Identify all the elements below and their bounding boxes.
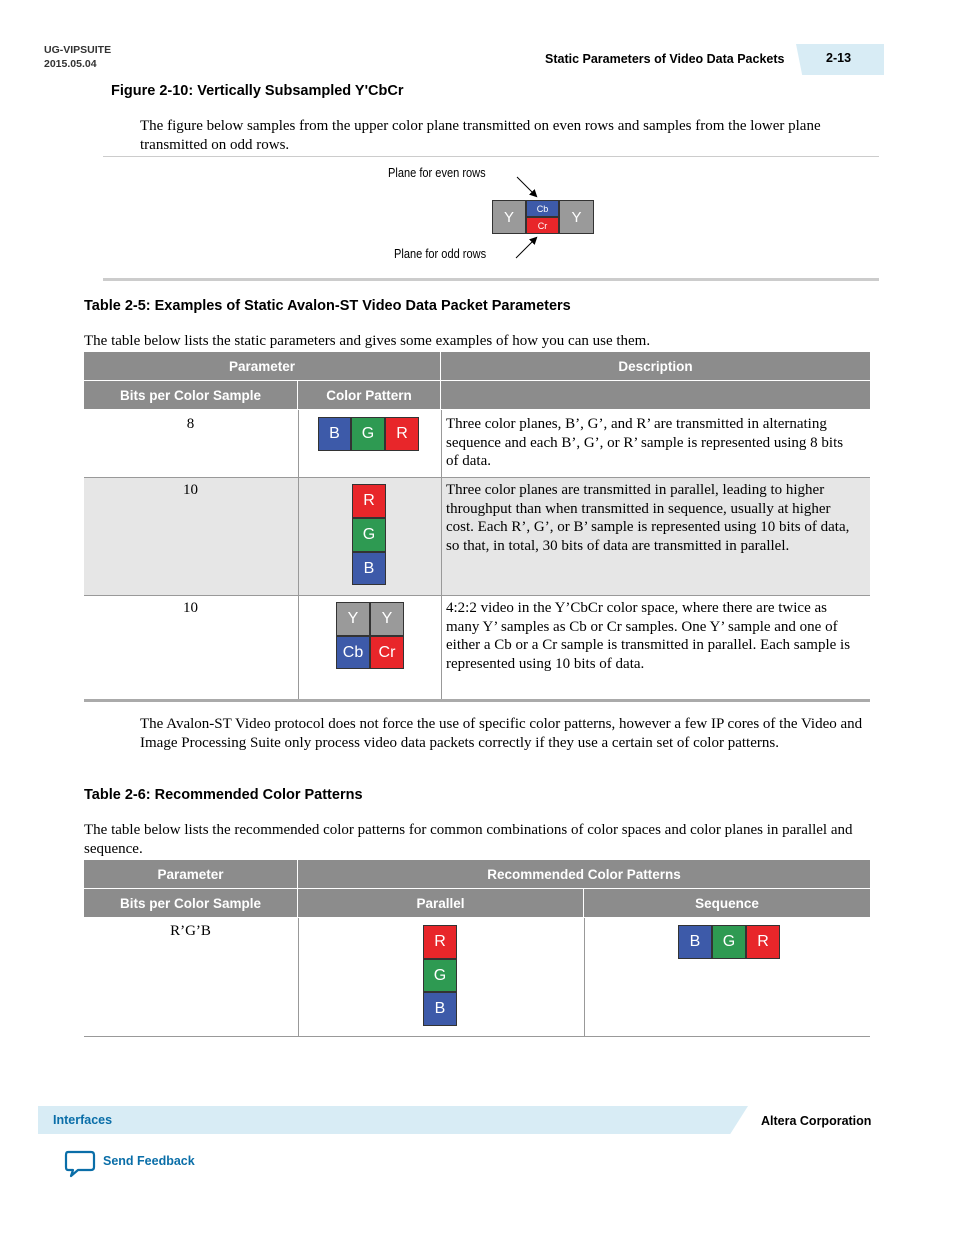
footer-company: Altera Corporation bbox=[761, 1114, 872, 1128]
t5-head-parameter: Parameter bbox=[84, 352, 440, 380]
feedback-button[interactable] bbox=[64, 1150, 100, 1178]
t6-parallel-g: G bbox=[423, 959, 457, 992]
send-feedback-link[interactable]: Send Feedback bbox=[103, 1154, 195, 1168]
doc-id: UG-VIPSUITE bbox=[44, 44, 112, 56]
footer-chapter-link[interactable]: Interfaces bbox=[53, 1113, 113, 1127]
t6-sequence-r: R bbox=[746, 925, 780, 959]
t5-row3-y1: Y bbox=[336, 602, 370, 636]
fig-cr: Cr bbox=[526, 217, 559, 234]
t6-head-sequence: Sequence bbox=[584, 889, 870, 917]
t5-bottom-rule bbox=[84, 699, 870, 702]
t5-row1-b: B bbox=[318, 417, 351, 451]
t6-parallel-r: R bbox=[423, 925, 457, 959]
fig-y-right: Y bbox=[559, 200, 594, 234]
figure-bottom-rule bbox=[103, 278, 879, 281]
mid-paragraph: The Avalon-ST Video protocol does not force the use of specific color patterns, however a few IP cores of the Video and Image Processing Suite only process video data packets correctly if they use a certain set of color patterns. bbox=[140, 716, 863, 751]
t5-row2-b: B bbox=[352, 552, 386, 585]
t5-row1-g: G bbox=[351, 417, 385, 451]
t5-row3-description: 4:2:2 video in the Y’CbCr color space, where there are twice as many Y’ samples as Cb or Cr samples. One Y’ sample and one of either a Cb or a Cr sample is transmitted in parallel. Each sample is represented using 10 bits of data. bbox=[446, 600, 851, 673]
t6-sequence-g: G bbox=[712, 925, 746, 959]
even-arrow bbox=[517, 177, 536, 196]
label-even-rows: Plane for even rows bbox=[388, 165, 486, 180]
t5-row3-cr: Cr bbox=[370, 636, 404, 669]
t5-row2-description: Three color planes are transmitted in parallel, leading to higher throughput than when transmitted in sequence, usually at higher cost. Each R’, G’, or B’ sample is represented using 10 bits of data, so that, in total, 30 bits of data are transmitted in parallel. bbox=[446, 482, 850, 555]
t5-head-bits: Bits per Color Sample bbox=[84, 381, 297, 409]
t6-head-parallel: Parallel bbox=[298, 889, 583, 917]
t5-row1-description: Three color planes, B’, G’, and R’ are transmitted in alternating sequence and each B’, G’, or R’ sample is represented using 8 bits of data. bbox=[446, 416, 844, 470]
doc-date: 2015.05.04 bbox=[44, 58, 97, 70]
t5-head-blank bbox=[441, 381, 870, 409]
speech-bubble-icon bbox=[64, 1150, 96, 1178]
t5-head-pattern: Color Pattern bbox=[298, 381, 440, 409]
odd-arrow bbox=[516, 238, 536, 258]
label-odd-rows: Plane for odd rows bbox=[394, 246, 487, 261]
t5-row3-cb: Cb bbox=[336, 636, 370, 669]
t5-col-divider bbox=[298, 410, 299, 699]
table6-intro: The table below lists the recommended color patterns for common combinations of color spaces and color planes in parallel and sequence. bbox=[84, 822, 853, 857]
t6-bottom-rule bbox=[84, 1036, 870, 1037]
t6-head-parameter: Parameter bbox=[84, 860, 297, 888]
t6-head-bits: Bits per Color Sample bbox=[84, 889, 297, 917]
figure-description: The figure below samples from the upper color plane transmitted on even rows and samples from the lower plane transmitted on odd rows. bbox=[140, 118, 821, 153]
t5-row3-bits: 10 bbox=[183, 600, 198, 616]
fig-y-left: Y bbox=[492, 200, 526, 234]
figure-top-rule bbox=[103, 156, 879, 157]
t6-col-divider bbox=[584, 918, 585, 1036]
t5-row1-bits: 8 bbox=[186, 416, 195, 432]
t6-sequence-b: B bbox=[678, 925, 712, 959]
t5-rule bbox=[84, 477, 870, 478]
footer-band bbox=[38, 1106, 748, 1134]
table5-caption: Table 2-5: Examples of Static Avalon-ST Video Data Packet Parameters bbox=[84, 298, 571, 314]
t6-col-divider bbox=[298, 918, 299, 1036]
table5-intro: The table below lists the static parameters and gives some examples of how you can use them. bbox=[84, 333, 651, 349]
t6-head-recommended: Recommended Color Patterns bbox=[298, 860, 870, 888]
table6-caption: Table 2-6: Recommended Color Patterns bbox=[84, 787, 363, 803]
t5-row2-g: G bbox=[352, 518, 386, 552]
t5-col-divider bbox=[441, 410, 442, 699]
fig-cb: Cb bbox=[526, 200, 559, 217]
figure-caption: Figure 2-10: Vertically Subsampled Y'CbCr bbox=[111, 83, 404, 99]
t6-parallel-b: B bbox=[423, 992, 457, 1026]
t5-rule bbox=[84, 595, 870, 596]
t6-row-bits: R’G’B bbox=[170, 923, 211, 939]
t5-head-description: Description bbox=[441, 352, 870, 380]
t5-row1-r: R bbox=[385, 417, 419, 451]
page-number: 2-13 bbox=[826, 51, 852, 65]
t5-row2-bits: 10 bbox=[183, 482, 198, 498]
t5-row2-r: R bbox=[352, 484, 386, 518]
section-title: Static Parameters of Video Data Packets bbox=[545, 52, 785, 66]
t5-row3-y2: Y bbox=[370, 602, 404, 636]
